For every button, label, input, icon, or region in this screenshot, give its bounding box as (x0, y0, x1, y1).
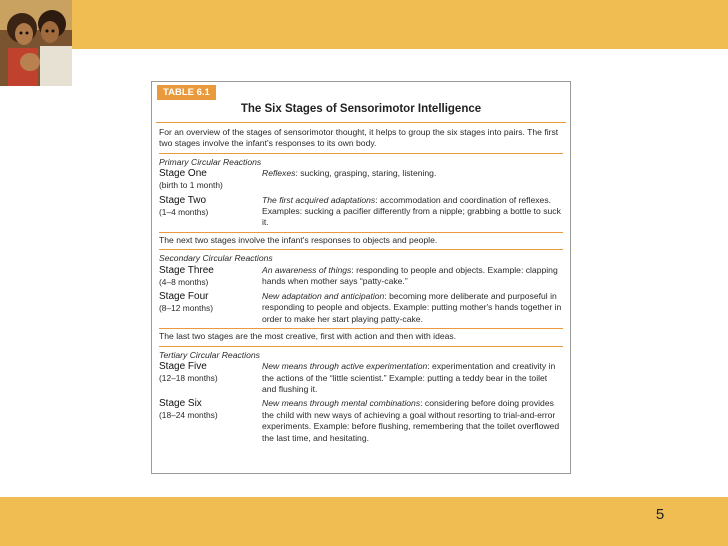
stage-age: (18–24 months) (159, 410, 218, 421)
stage-term: New adaptation and anticipation (262, 291, 385, 302)
title-divider (156, 122, 566, 123)
transition-text: The next two stages involve the infant's responses to objects and people. (159, 234, 438, 245)
stage-description: : responding to people and objects. Example: clapping hands when mother says “patty-cake.” (262, 264, 558, 287)
stage-term: New means through mental combinations (262, 398, 421, 409)
stage-name: Stage Four (159, 291, 209, 303)
stage-description: : accommodation and coordination of reflexes. Examples: sucking a pacifier differently from a nipple; grabbing a bottle to suck it. (262, 194, 561, 228)
stage-age: (1–4 months) (159, 206, 209, 217)
stage-term: New means through active experimentation (262, 361, 428, 372)
corner-illustration (0, 0, 72, 86)
stage-row-four (159, 291, 563, 325)
stage-name: Stage Six (159, 398, 202, 410)
family-illustration-image (0, 0, 72, 86)
section-heading-secondary: Secondary Circular Reactions (159, 253, 273, 264)
top-banner (0, 0, 728, 49)
stage-age: (12–18 months) (159, 373, 218, 384)
table-content (159, 127, 563, 447)
section-divider (159, 153, 563, 154)
section-divider (159, 232, 563, 233)
section-heading-primary: Primary Circular Reactions (159, 156, 262, 167)
table-label: TABLE 6.1 (157, 85, 216, 100)
stage-row-two (159, 195, 563, 229)
stage-description: : becoming more deliberate and purposeful in responding to people and objects. Example: putting mother's hands together in order to make her start playing patty-cake. (262, 291, 562, 324)
stage-description: : experimentation and creativity in the actions of the “little scientist.” Example: putting a teddy bear in the toilet and flushing it. (262, 361, 556, 394)
stage-description: : sucking, grasping, staring, listening. (295, 168, 437, 179)
slide-number: 5 (655, 506, 665, 523)
bottom-banner (0, 497, 728, 546)
table-title: The Six Stages of Sensorimotor Intelligence (240, 103, 482, 115)
section-divider (159, 249, 563, 250)
stage-row-three (159, 265, 563, 288)
stage-age: (birth to 1 month) (159, 180, 223, 191)
stage-name: Stage One (159, 168, 207, 180)
stage-name: Stage Two (159, 194, 207, 206)
stage-row-one (159, 168, 563, 191)
section-divider (159, 346, 563, 347)
transition-text: The last two stages are the most creative, first with action and then with ideas. (159, 331, 457, 342)
stage-term: Reflexes (262, 168, 296, 179)
stage-term: The first acquired adaptations (262, 194, 376, 205)
stage-name: Stage Three (159, 264, 214, 276)
section-heading-tertiary: Tertiary Circular Reactions (159, 349, 260, 360)
stage-row-five (159, 361, 563, 395)
intro-text: For an overview of the stages of sensorimotor thought, it helps to group the six stages into pairs. The first two stages involve the infant's responses to its own body. (159, 127, 559, 149)
stage-age: (8–12 months) (159, 303, 213, 314)
stage-term: An awareness of things (262, 264, 352, 275)
stage-age: (4–8 months) (159, 276, 209, 287)
section-divider (159, 328, 563, 329)
sensorimotor-stages-table (151, 81, 571, 474)
stage-row-six (159, 398, 563, 444)
stage-description: : considering before doing provides the child with new ways of achieving a goal without resorting to trial-and-error experiments. Example: before flushing, remembering that the toilet overflowed the last time, and hesitating. (262, 398, 560, 443)
stage-name: Stage Five (159, 361, 207, 373)
